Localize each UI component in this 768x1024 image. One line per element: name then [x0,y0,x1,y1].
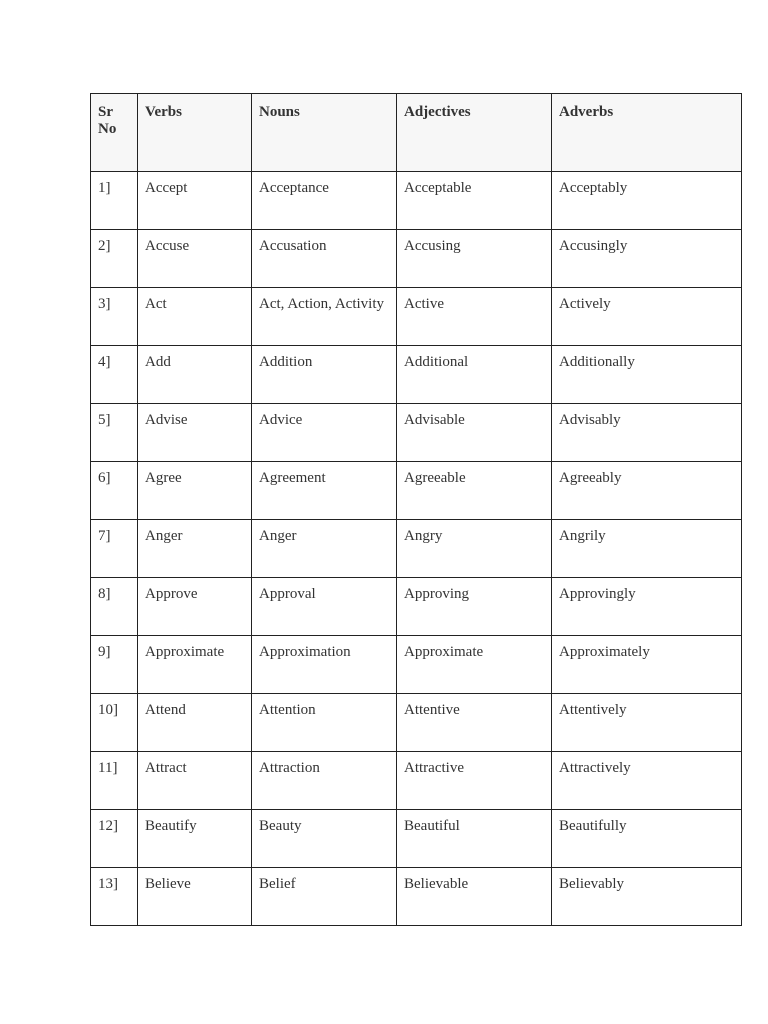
cell-adjective: Attractive [397,752,552,810]
table-row [91,230,742,288]
header-sr-no: Sr No [91,94,138,172]
cell-noun: Attraction [252,752,397,810]
header-nouns: Nouns [252,94,397,172]
cell-sr-no: 7] [91,520,138,578]
cell-noun: Addition [252,346,397,404]
cell-noun: Accusation [252,230,397,288]
cell-sr-no: 4] [91,346,138,404]
cell-adverb: Additionally [552,346,742,404]
header-adjectives: Adjectives [397,94,552,172]
cell-adjective: Attentive [397,694,552,752]
cell-adjective: Additional [397,346,552,404]
table-header [91,94,742,172]
cell-verb: Beautify [138,810,252,868]
cell-adverb: Believably [552,868,742,926]
cell-adjective: Agreeable [397,462,552,520]
cell-verb: Add [138,346,252,404]
table-row [91,868,742,926]
table-row [91,404,742,462]
cell-adverb: Acceptably [552,172,742,230]
cell-adverb: Attentively [552,694,742,752]
cell-noun: Attention [252,694,397,752]
cell-adjective: Active [397,288,552,346]
cell-sr-no: 2] [91,230,138,288]
cell-verb: Anger [138,520,252,578]
cell-noun: Act, Action, Activity [252,288,397,346]
table-row [91,288,742,346]
header-verbs: Verbs [138,94,252,172]
cell-adverb: Approximately [552,636,742,694]
word-forms-table [90,93,742,926]
table-row [91,694,742,752]
cell-sr-no: 9] [91,636,138,694]
cell-sr-no: 5] [91,404,138,462]
cell-adjective: Angry [397,520,552,578]
cell-sr-no: 12] [91,810,138,868]
table-row [91,752,742,810]
cell-verb: Accept [138,172,252,230]
cell-adverb: Advisably [552,404,742,462]
cell-adverb: Approvingly [552,578,742,636]
cell-sr-no: 13] [91,868,138,926]
table-row [91,172,742,230]
cell-adjective: Approximate [397,636,552,694]
cell-noun: Acceptance [252,172,397,230]
cell-sr-no: 8] [91,578,138,636]
cell-adjective: Believable [397,868,552,926]
table-row [91,462,742,520]
cell-adjective: Beautiful [397,810,552,868]
cell-adverb: Actively [552,288,742,346]
cell-verb: Advise [138,404,252,462]
header-row [91,94,742,172]
table-body [91,172,742,926]
cell-noun: Beauty [252,810,397,868]
cell-adjective: Approving [397,578,552,636]
cell-sr-no: 1] [91,172,138,230]
table-row [91,346,742,404]
cell-noun: Approximation [252,636,397,694]
cell-adverb: Angrily [552,520,742,578]
cell-verb: Attract [138,752,252,810]
cell-verb: Accuse [138,230,252,288]
cell-verb: Believe [138,868,252,926]
cell-adjective: Accusing [397,230,552,288]
cell-adverb: Accusingly [552,230,742,288]
cell-verb: Attend [138,694,252,752]
table-row [91,636,742,694]
cell-adverb: Beautifully [552,810,742,868]
header-adverbs: Adverbs [552,94,742,172]
cell-noun: Approval [252,578,397,636]
cell-adjective: Advisable [397,404,552,462]
cell-sr-no: 3] [91,288,138,346]
cell-noun: Anger [252,520,397,578]
cell-verb: Approximate [138,636,252,694]
cell-verb: Agree [138,462,252,520]
table-row [91,810,742,868]
cell-verb: Approve [138,578,252,636]
cell-sr-no: 6] [91,462,138,520]
cell-noun: Belief [252,868,397,926]
cell-noun: Agreement [252,462,397,520]
cell-verb: Act [138,288,252,346]
cell-adjective: Acceptable [397,172,552,230]
cell-noun: Advice [252,404,397,462]
table-row [91,520,742,578]
cell-sr-no: 11] [91,752,138,810]
table-row [91,578,742,636]
cell-adverb: Attractively [552,752,742,810]
cell-sr-no: 10] [91,694,138,752]
cell-adverb: Agreeably [552,462,742,520]
